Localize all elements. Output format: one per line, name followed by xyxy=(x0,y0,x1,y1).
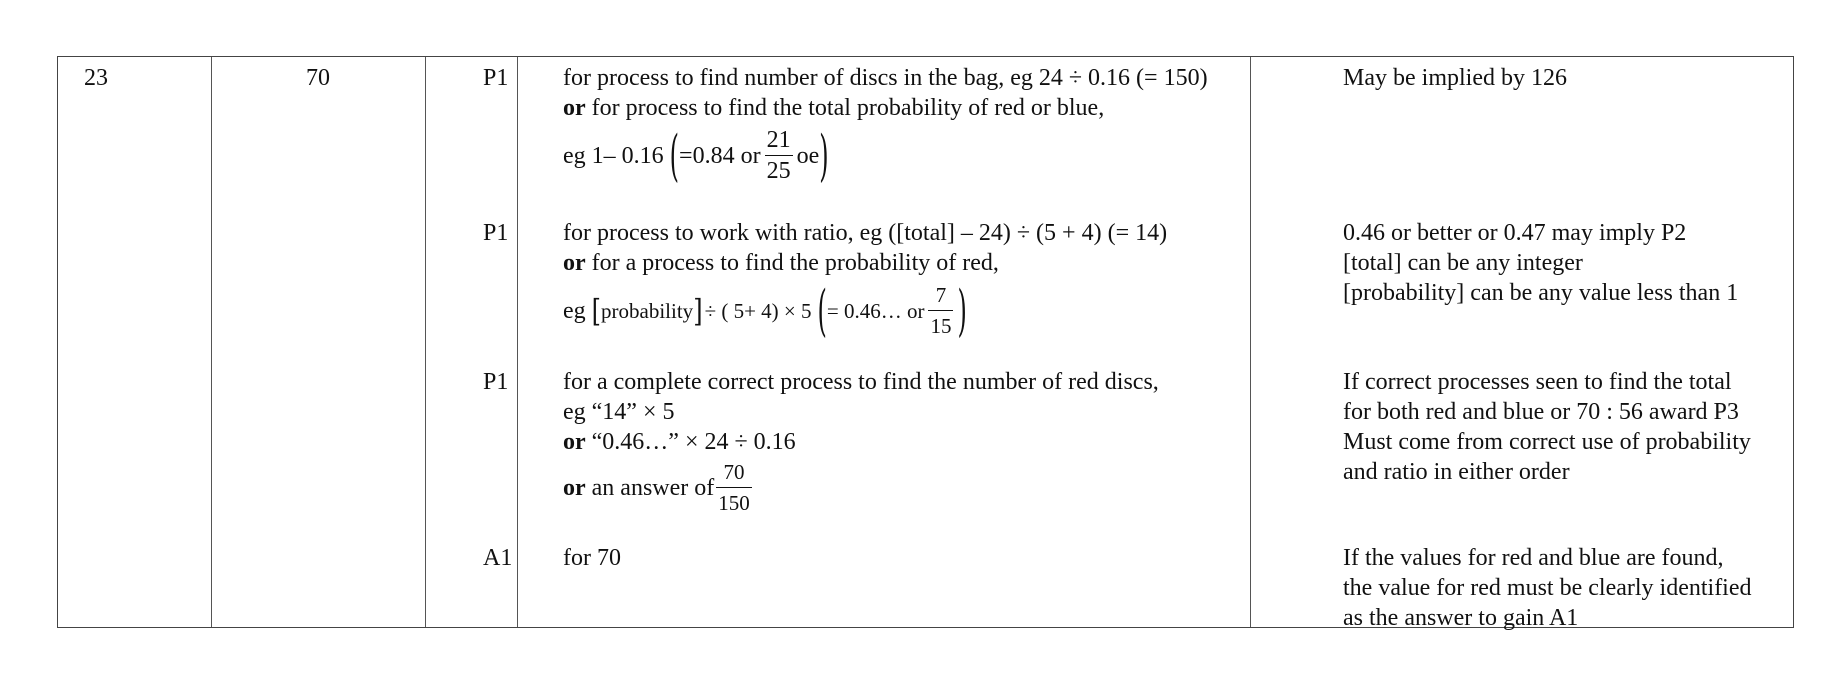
guidance-line: Must come from correct use of probability xyxy=(1343,429,1751,455)
guidance-notes xyxy=(1343,543,1752,633)
process-text xyxy=(563,367,1159,518)
equation-suffix: oe xyxy=(796,142,820,169)
guidance-line: If correct processes seen to find the total xyxy=(1343,369,1732,395)
guidance-notes xyxy=(1343,63,1567,93)
or-keyword: or xyxy=(563,429,586,455)
fraction-numerator: 7 xyxy=(935,283,947,307)
fraction-denominator: 150 xyxy=(716,487,752,518)
process-line: for process to work with ratio, eg ([total] – 24) ÷ (5 + 4) (= 14) xyxy=(563,220,1168,246)
right-paren: ) xyxy=(957,278,967,343)
process-line-text: “0.46…” × 24 ÷ 0.16 xyxy=(585,429,796,455)
process-line xyxy=(563,248,1167,278)
equation xyxy=(563,280,1167,341)
column-divider xyxy=(425,57,426,627)
guidance-line: 0.46 or better or 0.47 may imply P2 xyxy=(1343,220,1687,246)
mark-scheme-table xyxy=(57,56,1794,631)
left-paren: ( xyxy=(817,278,827,343)
guidance-line: as the answer to gain A1 xyxy=(1343,605,1579,631)
guidance-line: [probability] can be any value less than 1 xyxy=(1343,280,1739,306)
process-line xyxy=(563,427,1159,457)
or-keyword: or xyxy=(563,95,586,121)
guidance-notes xyxy=(1343,367,1751,487)
left-paren: ( xyxy=(669,123,680,188)
equation-inner: = 0.46… or xyxy=(826,298,925,323)
equation-prefix: eg 1– 0.16 xyxy=(563,142,664,169)
process-text xyxy=(563,218,1167,341)
fraction-numerator: 70 xyxy=(723,460,745,484)
process-text xyxy=(563,543,621,573)
or-keyword: or xyxy=(563,474,586,501)
right-paren: ) xyxy=(819,123,829,188)
equation xyxy=(563,457,1159,518)
column-divider xyxy=(1250,57,1251,627)
process-line: for process to find number of discs in the bag, eg 24 ÷ 0.16 (= 150) xyxy=(563,65,1208,91)
guidance-line: May be implied by 126 xyxy=(1343,65,1567,91)
mark-code: A1 xyxy=(483,545,513,571)
mark-code: P1 xyxy=(483,369,509,395)
equation-inner: =0.84 or xyxy=(679,142,761,169)
mark-code: P1 xyxy=(483,220,509,246)
process-line-text: for process to find the total probability of red or blue, xyxy=(585,95,1105,121)
fraction-numerator: 21 xyxy=(766,127,791,153)
guidance-notes xyxy=(1343,218,1738,308)
fraction-denominator: 25 xyxy=(765,155,793,186)
process-line: for 70 xyxy=(563,545,621,571)
fraction xyxy=(765,125,793,186)
bracketed-term: probability xyxy=(601,298,694,323)
process-line-text: an answer of xyxy=(585,474,715,501)
guidance-line: If the values for red and blue are found, xyxy=(1343,545,1724,571)
fraction xyxy=(928,280,953,341)
answer-value: 70 xyxy=(306,65,330,91)
fraction-denominator: 15 xyxy=(928,310,953,341)
guidance-line: and ratio in either order xyxy=(1343,459,1570,485)
column-divider xyxy=(211,57,212,627)
process-line: eg “14” × 5 xyxy=(563,399,675,425)
column-divider xyxy=(517,57,518,627)
process-line xyxy=(563,93,1208,123)
guidance-line: the value for red must be clearly identified xyxy=(1343,575,1752,601)
fraction xyxy=(716,457,752,518)
equation-middle: ÷ ( 5+ 4) × 5 xyxy=(704,298,812,323)
guidance-line: [total] can be any integer xyxy=(1343,250,1583,276)
process-line-text: for a process to find the probability of red, xyxy=(585,250,999,276)
or-keyword: or xyxy=(563,250,586,276)
equation-prefix: eg xyxy=(563,297,586,324)
equation xyxy=(563,125,1208,186)
mark-code: P1 xyxy=(483,65,509,91)
left-bracket: [ xyxy=(591,292,602,329)
process-text xyxy=(563,63,1208,186)
right-bracket: ] xyxy=(693,292,703,329)
guidance-line: for both red and blue or 70 : 56 award P3 xyxy=(1343,399,1739,425)
process-line: for a complete correct process to find the number of red discs, xyxy=(563,369,1159,395)
question-number: 23 xyxy=(84,65,108,91)
